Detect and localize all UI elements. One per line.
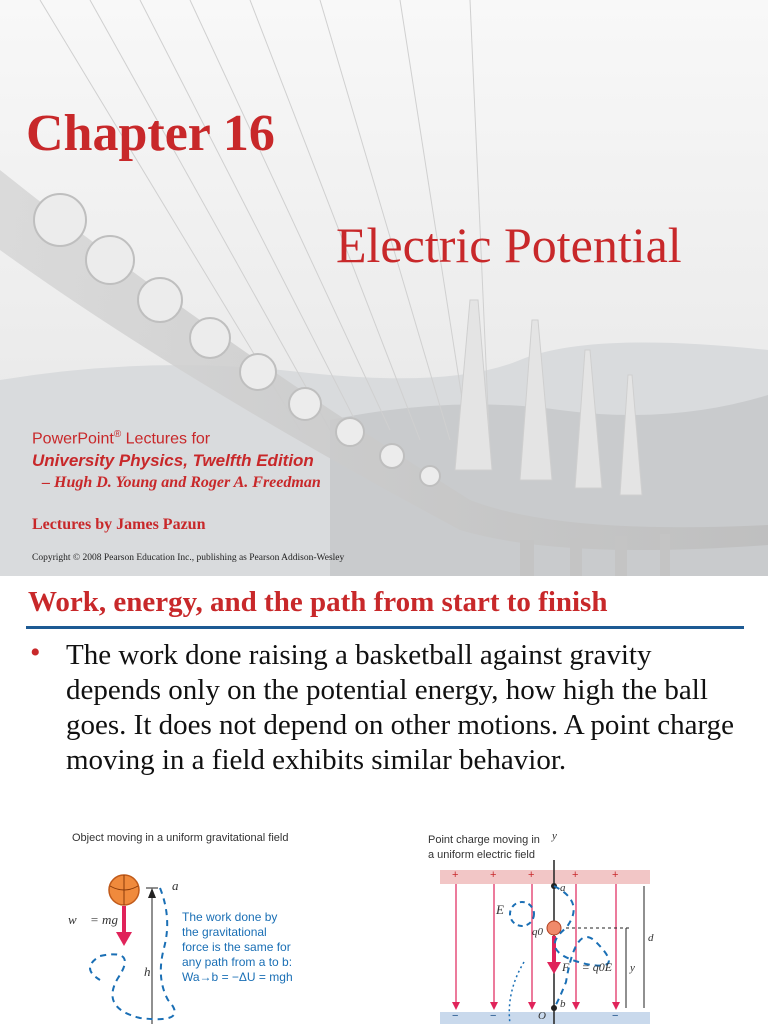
copyright-notice: Copyright © 2008 Pearson Education Inc., publishing as Pearson Addison-Wesley — [32, 553, 345, 563]
gravity-note-line: the gravitational — [182, 925, 267, 939]
gravity-path — [90, 888, 175, 1019]
positive-plate — [440, 870, 650, 884]
electric-caption-1: Point charge moving in — [428, 834, 540, 846]
minus-sign: − — [490, 1010, 497, 1022]
electric-y-axis-label: y — [552, 830, 557, 842]
plus-sign: + — [612, 869, 619, 881]
registered-mark: ® — [113, 429, 122, 440]
gravity-point-a: a — [172, 878, 179, 893]
lectures-for-text: Lectures for — [121, 430, 211, 448]
lecturer-credit: Lectures by James Pazun — [32, 516, 206, 533]
charge-icon — [547, 921, 561, 935]
powerpoint-lectures-line — [32, 429, 210, 448]
book-title: University Physics, Twelfth Edition — [32, 451, 314, 470]
gravity-note-line: The work done by — [182, 910, 278, 924]
electric-field-label: E⃗ — [496, 902, 515, 917]
electric-distance-d: d — [648, 932, 654, 944]
electric-path — [554, 886, 609, 1008]
plus-sign: + — [490, 869, 497, 881]
gravity-height-label: h — [144, 964, 151, 979]
electric-force-label: F⃗ = q0E⃗ — [562, 960, 622, 974]
electric-charge-label: q0 — [532, 926, 543, 938]
electric-origin: O — [538, 1010, 546, 1022]
gravity-note-line: any path from a to b: — [182, 955, 293, 969]
gravity-figure — [60, 828, 330, 1024]
electric-point-b: b — [560, 998, 566, 1010]
plus-sign: + — [572, 869, 579, 881]
gravity-note-line: force is the same for — [182, 940, 291, 954]
title-divider — [26, 626, 744, 629]
electric-point-a: a — [560, 882, 566, 894]
minus-sign: − — [452, 1010, 459, 1022]
powerpoint-word: PowerPoint — [32, 430, 114, 448]
content-slide — [0, 576, 768, 1024]
book-authors: – Hugh D. Young and Roger A. Freedman — [42, 474, 321, 491]
gravity-note — [182, 910, 293, 985]
gravity-weight-label: w⃗ = mg⃗ — [68, 912, 129, 927]
gravity-note-line: Wa→b = −ΔU = mgh — [182, 970, 293, 984]
electric-distance-y: y — [630, 962, 635, 974]
chapter-subtitle: Electric Potential — [336, 217, 682, 273]
plus-sign: + — [528, 869, 535, 881]
electric-figure — [426, 832, 666, 1024]
chapter-title: Chapter 16 — [26, 105, 275, 162]
electric-diagram — [426, 832, 666, 1024]
slide-title: Work, energy, and the path from start to finish — [28, 586, 608, 618]
gravity-caption: Object moving in a uniform gravitational field — [72, 832, 289, 844]
minus-sign: − — [612, 1010, 619, 1022]
electric-caption-2: a uniform electric field — [428, 849, 535, 861]
plus-sign: + — [452, 869, 459, 881]
bullet-text: The work done raising a basketball against gravity depends only on the potential energy, how high the ball goes. It does not depend on other motions. A point charge moving in a field exhibits similar behavior. — [66, 639, 734, 776]
bullet-marker: • — [30, 636, 41, 669]
